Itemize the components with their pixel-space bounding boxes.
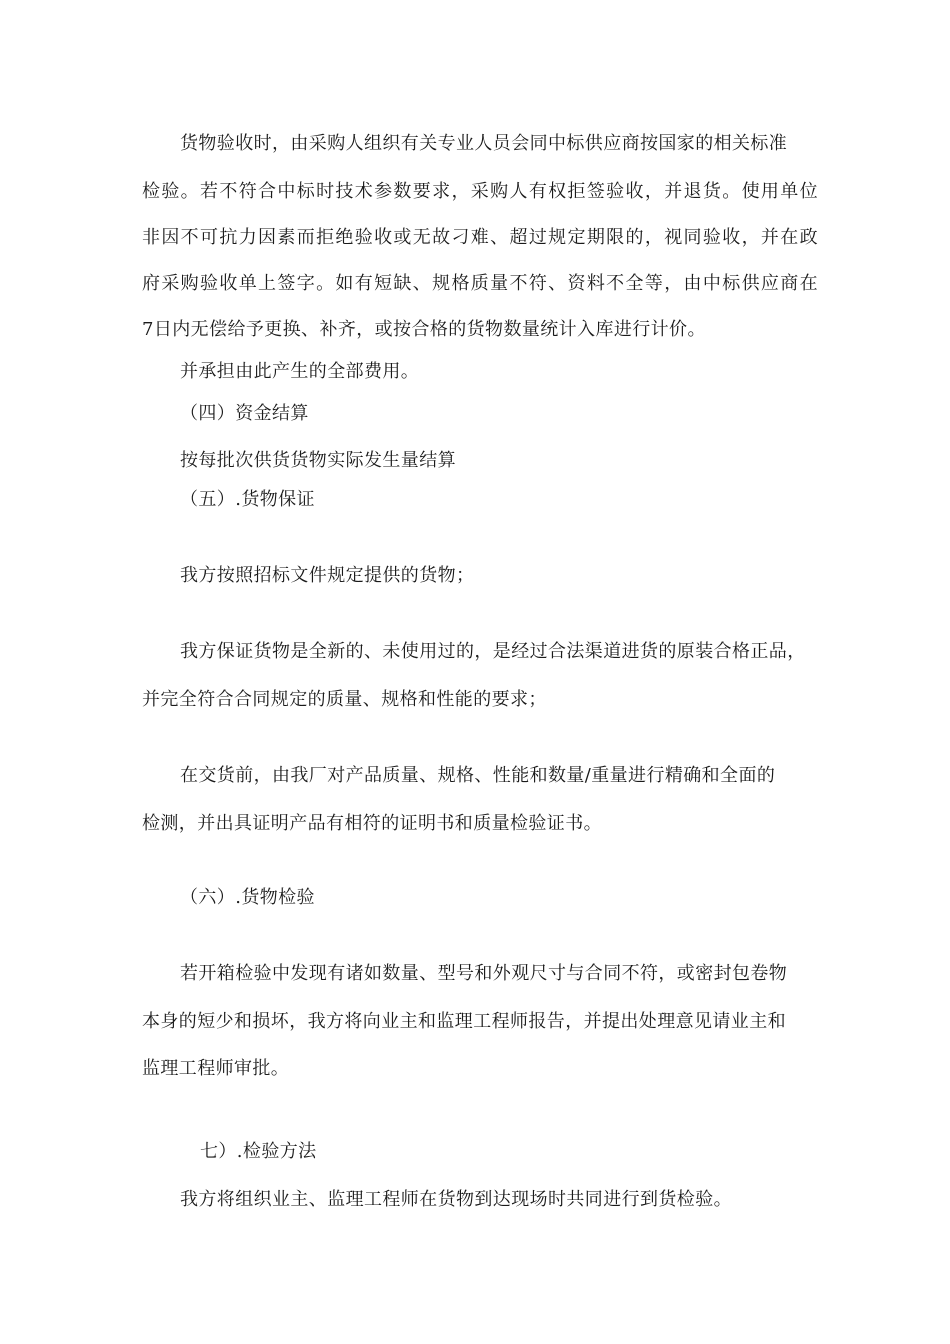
paragraph-line: 货物验收时，由采购人组织有关专业人员会同中标供应商按国家的相关标准: [180, 133, 788, 154]
paragraph-line: 按每批次供货货物实际发生量结算: [180, 450, 456, 471]
paragraph-line: 并完全符合合同规定的质量、规格和性能的要求；: [142, 689, 547, 710]
paragraph-line: 并承担由此产生的全部费用。: [180, 361, 420, 382]
paragraph-line: 我方保证货物是全新的、未使用过的，是经过合法渠道进货的原装合格正品，: [180, 641, 806, 662]
paragraph-line: 我方将组织业主、监理工程师在货物到达现场时共同进行到货检验。: [180, 1189, 732, 1210]
section-heading: 七）.检验方法: [200, 1141, 317, 1162]
paragraph-line: 非因不可抗力因素而拒绝验收或无故刁难、超过规定期限的，视同验收，并在政: [142, 227, 818, 248]
paragraph-line: 府采购验收单上签字。如有短缺、规格质量不符、资料不全等，由中标供应商在: [142, 273, 818, 294]
paragraph-line: 本身的短少和损坏，我方将向业主和监理工程师报告，并提出处理意见请业主和: [142, 1011, 786, 1032]
paragraph-line: 监理工程师审批。: [142, 1058, 290, 1079]
paragraph-line: 检验。若不符合中标时技术参数要求，采购人有权拒签验收，并退货。使用单位: [142, 181, 818, 202]
paragraph-line: 检测，并出具证明产品有相符的证明书和质量检验证书。: [142, 813, 602, 834]
paragraph-line: 我方按照招标文件规定提供的货物；: [180, 565, 475, 586]
paragraph-line: 若开箱检验中发现有诸如数量、型号和外观尺寸与合同不符，或密封包卷物: [180, 963, 788, 984]
paragraph-line: 7日内无偿给予更换、补齐，或按合格的货物数量统计入库进行计价。: [142, 319, 706, 340]
section-heading: （四）资金结算: [180, 403, 309, 424]
section-heading: （六）.货物检验: [180, 887, 315, 908]
paragraph-line: 在交货前，由我厂对产品质量、规格、性能和数量/重量进行精确和全面的: [180, 765, 776, 786]
section-heading: （五）.货物保证: [180, 489, 315, 510]
